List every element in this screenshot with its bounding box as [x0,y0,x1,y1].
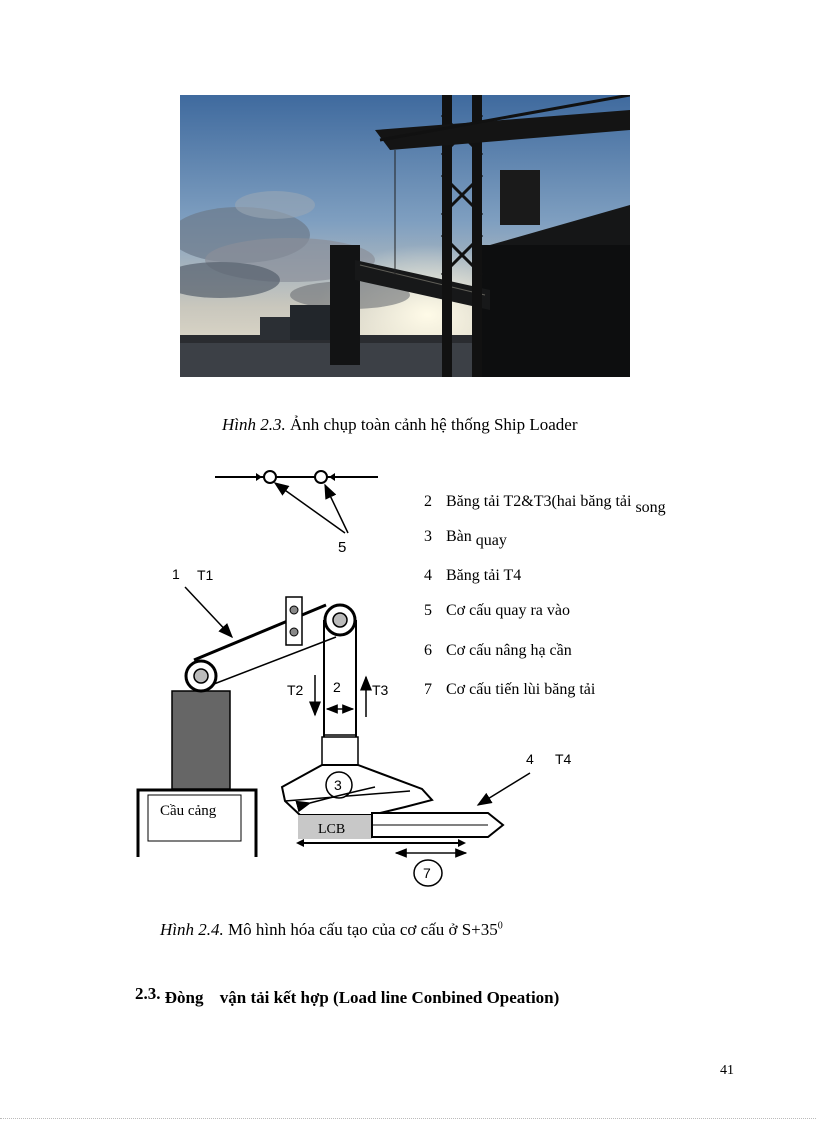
section-number: 2.3. [135,984,161,1003]
section-heading [135,984,560,1008]
label-t4: T4 [555,751,572,767]
page-bottom-divider [0,1118,816,1119]
section-title-b: vận tải kết hợp (Load line Conbined Opeation) [219,988,560,1007]
label-cau-cang: Cầu cảng [160,803,217,819]
figure-caption-2-3 [222,415,578,435]
label-t2: T2 [287,682,304,698]
figure-caption-label: Hình 2.3. [222,415,286,434]
label-1: 1 [172,566,180,582]
legend-item-5: 5 Cơ cấu quay ra vào [424,602,570,619]
label-7: 7 [423,865,431,881]
figure-caption-sup: 0 [497,920,503,932]
label-4: 4 [526,751,534,767]
figure-caption-text: Ảnh chụp toàn cảnh hệ thống Ship Loader [285,415,578,434]
pivot-column [172,691,230,789]
figure-caption-2-4 [160,920,503,940]
page-number: 41 [720,1063,734,1078]
label-t3: T3 [372,682,389,698]
label-5: 5 [338,539,347,556]
figure-caption-text: Mô hình hóa cấu tạo của cơ cấu ở S+35 [223,920,498,939]
legend-item-6: 6 Cơ cấu nâng hạ cần [424,642,572,659]
section-title-a: Đòng [164,988,204,1007]
rail-roller-right [315,471,327,483]
legend-item-7: 7 Cơ cấu tiến lùi băng tải [424,681,596,698]
legend-item-4: 4 Băng tải T4 [424,567,522,584]
mechanism-diagram [0,455,816,905]
figure-caption-label: Hình 2.4. [160,920,224,939]
turntable [282,765,432,815]
legend-item-2: 2 Băng tải T2&T3(hai băng tải song [424,493,666,516]
ship-loader-photo [180,95,630,377]
label-2: 2 [333,679,341,695]
rail-roller-left [264,471,276,483]
ship-loader-photo-image [180,95,630,377]
legend-item-3: 3 Bàn quay [424,528,507,549]
hoist-bracket [286,597,302,645]
label-t1: T1 [197,567,214,583]
label-lcb: LCB [318,822,346,837]
label-3: 3 [334,777,342,793]
